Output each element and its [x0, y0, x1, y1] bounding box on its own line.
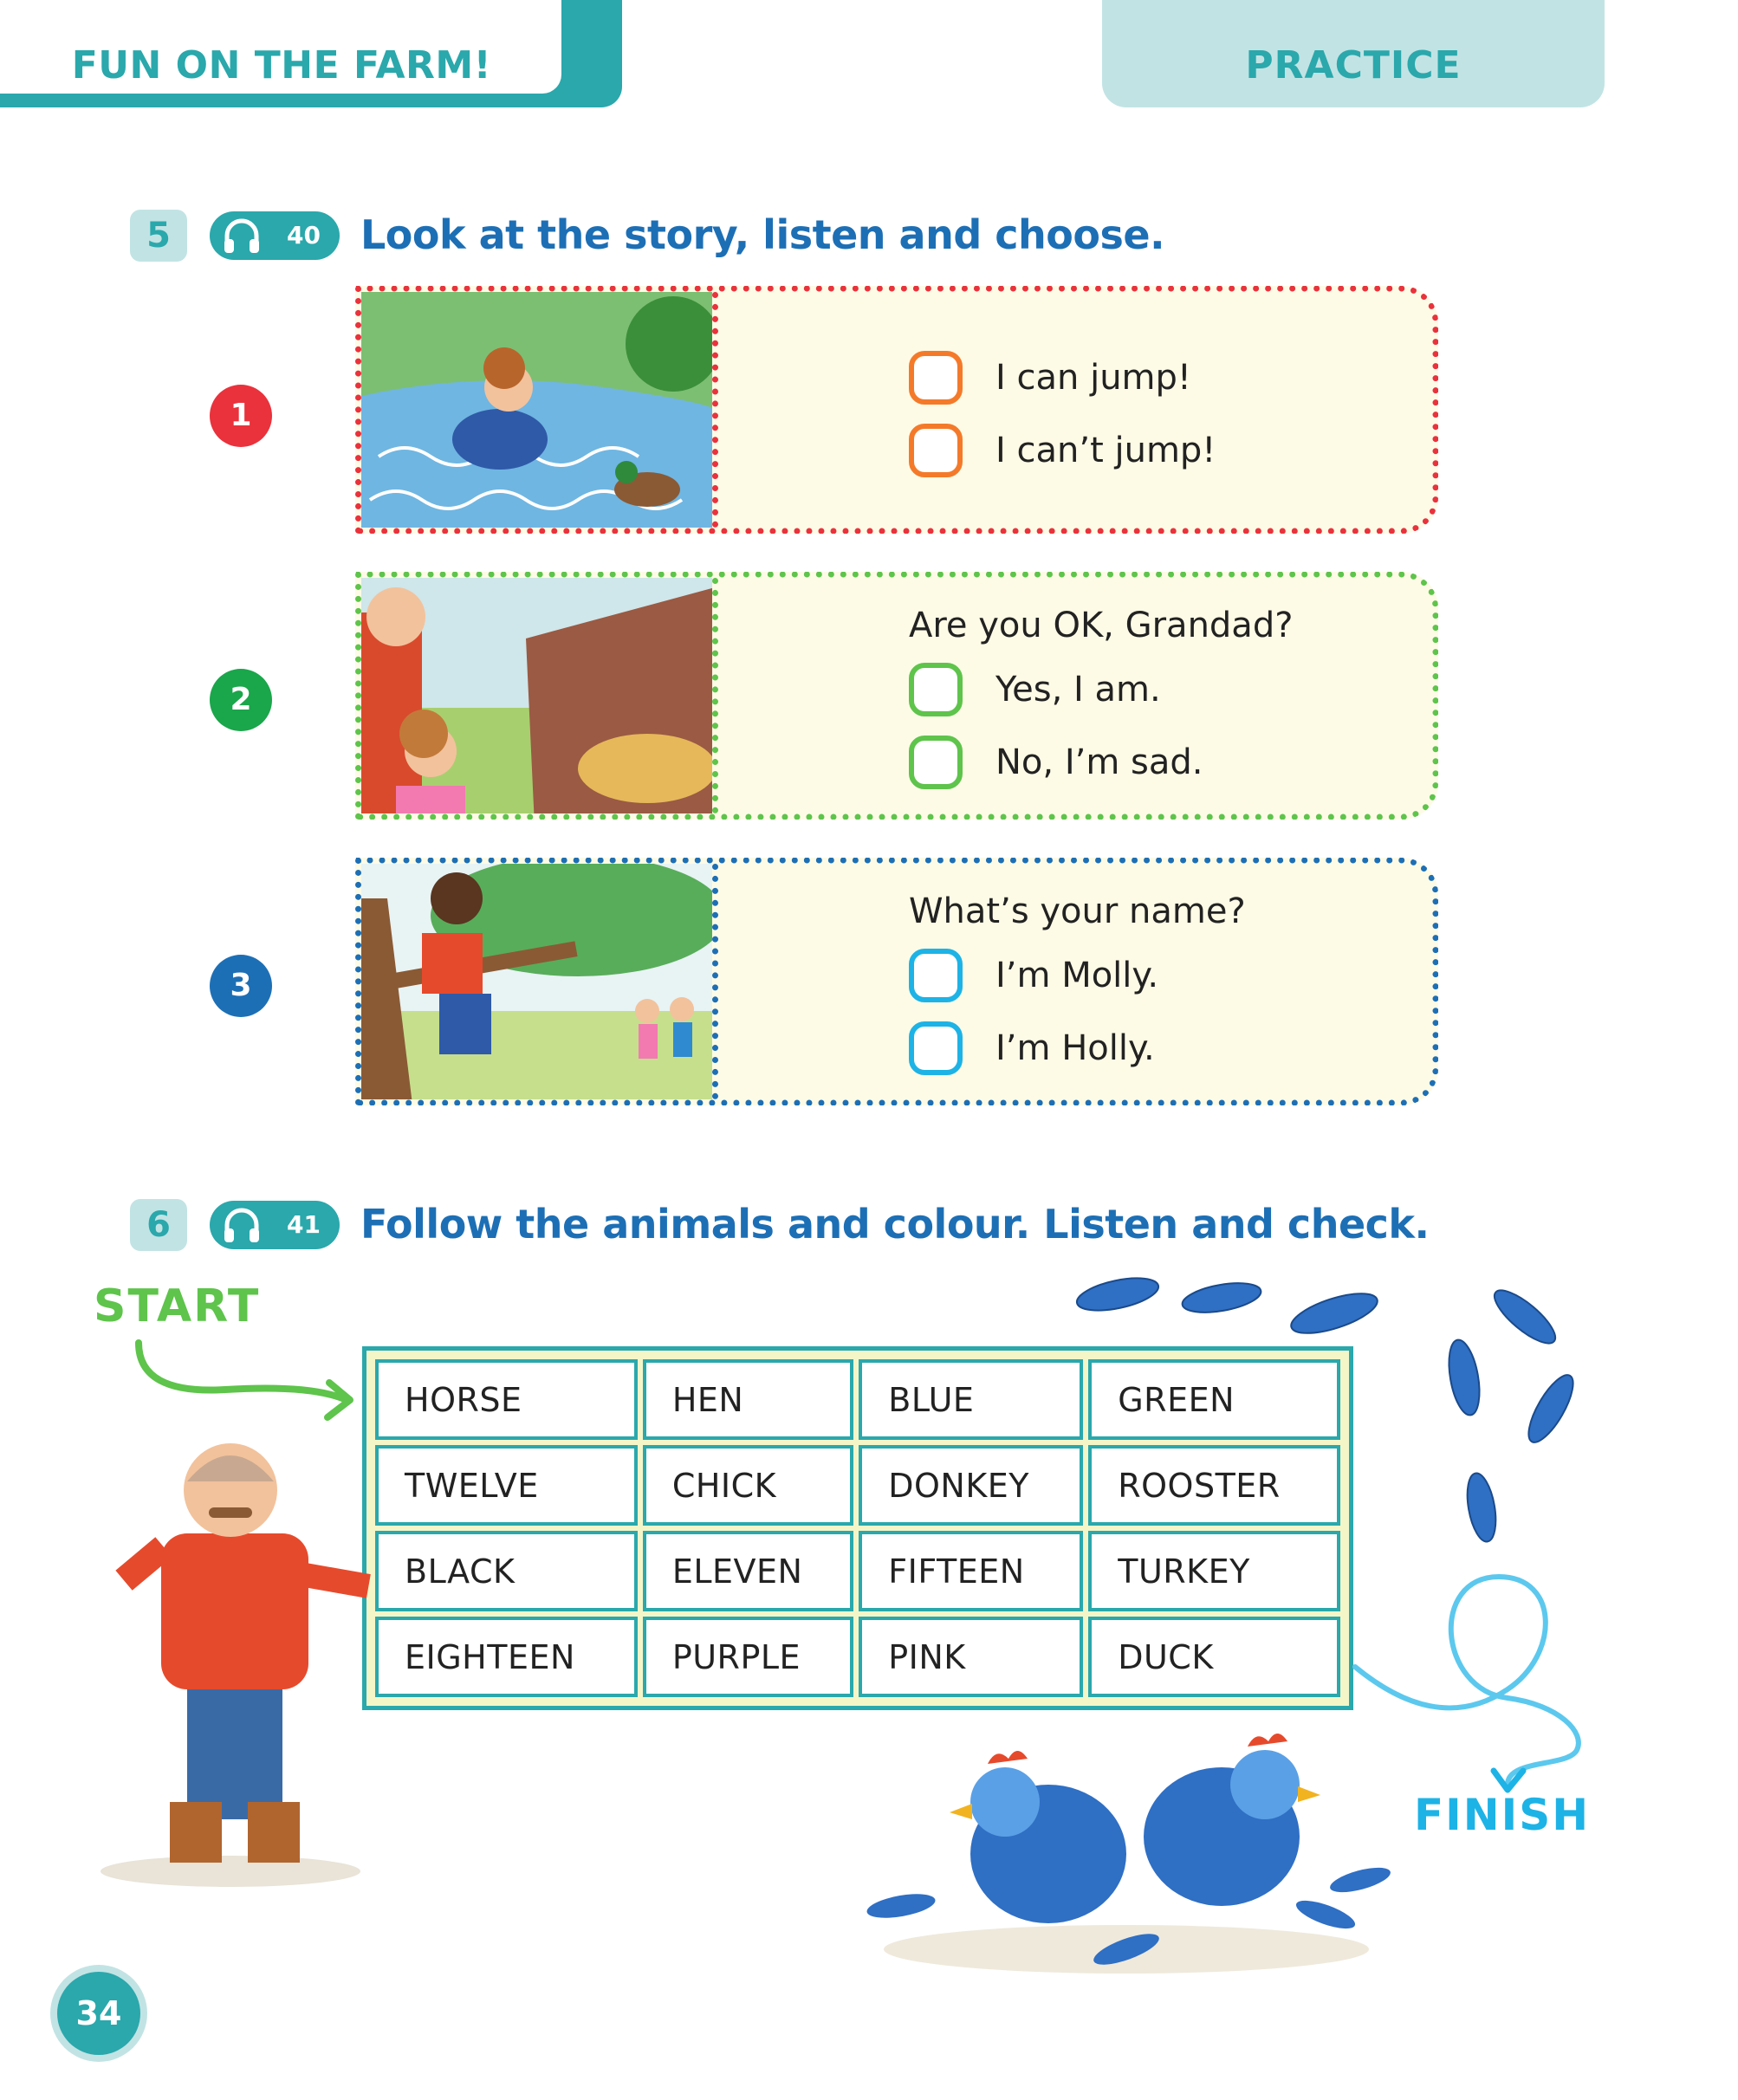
feather-icon	[866, 1889, 937, 1922]
tree-illustration	[361, 864, 718, 1099]
table-row	[375, 1617, 1340, 1697]
exercise-6-track: 41	[287, 1210, 321, 1239]
grid-cell[interactable]: HEN	[643, 1359, 853, 1440]
feather-icon	[1444, 1338, 1485, 1417]
item-1-option-1-checkbox[interactable]	[909, 351, 963, 405]
feather-icon	[1521, 1369, 1581, 1448]
grid-cell[interactable]: ROOSTER	[1088, 1445, 1340, 1526]
exercise-6-instruction: Follow the animals and colour. Listen and check.	[360, 1201, 1430, 1248]
grid-cell[interactable]: BLUE	[859, 1359, 1083, 1440]
item-3-picture	[361, 864, 718, 1099]
exercise-5-number: 5	[130, 210, 187, 262]
item-1-picture	[361, 292, 718, 528]
hens-illustration	[866, 1733, 1404, 1984]
feathers-decoration	[1066, 1248, 1620, 1577]
grid-cell[interactable]: HORSE	[375, 1359, 638, 1440]
start-label: START	[94, 1280, 261, 1332]
headphones-icon	[222, 217, 262, 255]
item-1-option-2: I can’t jump!	[995, 431, 1216, 470]
page-number: 34	[57, 1972, 140, 2055]
item-1-number: 1	[210, 385, 272, 447]
grid-cell[interactable]: FIFTEEN	[859, 1531, 1083, 1611]
grid-cell[interactable]: PURPLE	[643, 1617, 853, 1697]
item-1-box	[355, 286, 1438, 534]
start-arrow	[130, 1334, 364, 1429]
grid-cell[interactable]: PINK	[859, 1617, 1083, 1697]
grid-cell[interactable]: BLACK	[375, 1531, 638, 1611]
feather-icon	[1462, 1471, 1500, 1544]
item-2-option-2: No, I’m sad.	[995, 742, 1203, 782]
exercise-6-audio-badge[interactable]	[210, 1201, 340, 1249]
item-3-question: What’s your name?	[909, 891, 1246, 931]
item-3-option-1-checkbox[interactable]	[909, 949, 963, 1002]
item-3-option-2: I’m Holly.	[995, 1028, 1155, 1068]
exercise-5-audio-badge[interactable]	[210, 211, 340, 260]
exercise-6-number: 6	[130, 1199, 187, 1251]
exercise-5-instruction: Look at the story, listen and choose.	[360, 211, 1165, 258]
item-2-option-1-checkbox[interactable]	[909, 663, 963, 716]
grid-cell[interactable]: TWELVE	[375, 1445, 638, 1526]
item-1-option-1: I can jump!	[995, 358, 1191, 398]
item-1-option-2-checkbox[interactable]	[909, 424, 963, 477]
feather-icon	[1074, 1272, 1162, 1316]
item-3-box	[355, 858, 1438, 1105]
section-title: PRACTICE	[1245, 43, 1462, 88]
finish-label: FINISH	[1414, 1790, 1591, 1840]
grid-cell[interactable]: EIGHTEEN	[375, 1617, 638, 1697]
item-2-box	[355, 572, 1438, 820]
grid-cell[interactable]: CHICK	[643, 1445, 853, 1526]
item-2-picture	[361, 578, 718, 813]
feather-icon	[1287, 1286, 1381, 1341]
item-2-question: Are you OK, Grandad?	[909, 606, 1294, 645]
grid-cell[interactable]: DONKEY	[859, 1445, 1083, 1526]
grandad-illustration	[83, 1421, 378, 1889]
grid-cell[interactable]: DUCK	[1088, 1617, 1340, 1697]
item-3-option-2-checkbox[interactable]	[909, 1021, 963, 1075]
item-3-number: 3	[210, 955, 272, 1017]
pond-illustration	[361, 292, 718, 528]
grid-cell[interactable]: GREEN	[1088, 1359, 1340, 1440]
item-2-number: 2	[210, 669, 272, 731]
grid-cell[interactable]: TURKEY	[1088, 1531, 1340, 1611]
grid-cell[interactable]: ELEVEN	[643, 1531, 853, 1611]
feather-icon	[1180, 1278, 1263, 1318]
headphones-icon	[222, 1206, 262, 1244]
item-2-option-2-checkbox[interactable]	[909, 736, 963, 789]
unit-title: FUN ON THE FARM!	[71, 43, 492, 88]
feather-icon	[1327, 1863, 1392, 1897]
item-3-option-1: I’m Molly.	[995, 956, 1159, 995]
item-2-option-1: Yes, I am.	[995, 670, 1161, 710]
feather-icon	[1293, 1895, 1358, 1934]
barn-illustration	[361, 578, 718, 813]
feather-icon	[1488, 1282, 1563, 1351]
exercise-5-track: 40	[287, 221, 321, 250]
